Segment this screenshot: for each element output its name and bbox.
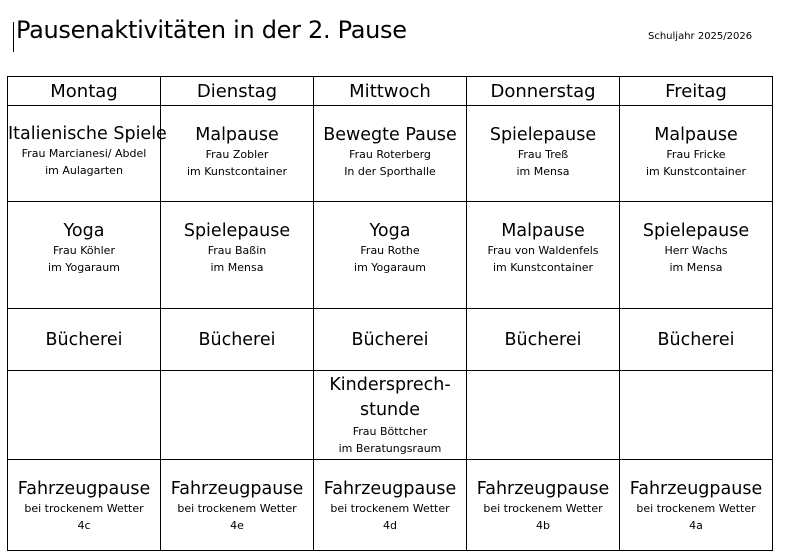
- schedule-cell: [314, 371, 467, 460]
- activity-condition: bei trockenem Wetter: [483, 502, 603, 515]
- table-row: [8, 460, 773, 551]
- schedule-cell-empty: [467, 371, 620, 460]
- activity-name: Fahrzeugpause: [17, 479, 151, 499]
- schedule-cell: [8, 309, 161, 371]
- activity-place: In der Sporthalle: [344, 165, 436, 178]
- activity-person: Frau von Waldenfels: [487, 244, 599, 257]
- schedule-cell-empty: [620, 371, 773, 460]
- activity-person: Frau Fricke: [666, 148, 726, 161]
- activity-name: Fahrzeugpause: [629, 479, 763, 499]
- activity-name: Malpause: [501, 221, 585, 241]
- schedule-cell: [620, 309, 773, 371]
- schedule-cell: [620, 106, 773, 202]
- activity-person: Frau Rothe: [360, 244, 420, 257]
- text-cursor: [13, 22, 14, 52]
- page-title: Pausenaktivitäten in der 2. Pause: [16, 16, 407, 44]
- schedule-cell: [620, 460, 773, 551]
- schedule-cell: [467, 106, 620, 202]
- table-row: [8, 202, 773, 309]
- day-header: Freitag: [620, 77, 773, 106]
- activity-person: Frau Köhler: [53, 244, 115, 257]
- activity-condition: bei trockenem Wetter: [177, 502, 297, 515]
- activity-person: Frau Treß: [517, 148, 569, 161]
- activity-name: Fahrzeugpause: [476, 479, 610, 499]
- activity-name: Kindersprech-stunde: [329, 375, 451, 420]
- activity-place: im Beratungsraum: [338, 442, 442, 455]
- schedule-cell: [314, 309, 467, 371]
- activity-name: Fahrzeugpause: [323, 479, 457, 499]
- activity-condition: bei trockenem Wetter: [636, 502, 756, 515]
- activity-person: Frau Böttcher: [352, 425, 428, 438]
- schedule-cell: [314, 460, 467, 551]
- activity-name: Malpause: [195, 125, 279, 145]
- schedule-cell: [8, 460, 161, 551]
- activity-name: Bücherei: [351, 329, 429, 350]
- activity-name: Bücherei: [45, 329, 123, 350]
- activity-name: Bewegte Pause: [323, 125, 457, 145]
- activity-name: Spielepause: [183, 221, 291, 241]
- activity-place: im Mensa: [210, 261, 264, 274]
- schedule-cell: [8, 106, 167, 202]
- activity-name: Spielepause: [642, 221, 750, 241]
- schedule-cell: [467, 309, 620, 371]
- activity-place: im Mensa: [516, 165, 570, 178]
- activity-name: Yoga: [369, 221, 411, 241]
- activity-class: 4b: [536, 519, 550, 532]
- activity-person: Herr Wachs: [664, 244, 728, 257]
- activity-person: Frau Zobler: [205, 148, 269, 161]
- activity-name: Bücherei: [504, 329, 582, 350]
- activity-place: im Kunstcontainer: [186, 165, 288, 178]
- schedule-table: [7, 76, 773, 551]
- activity-class: 4e: [230, 519, 244, 532]
- header-row: [8, 77, 773, 106]
- activity-place: im Mensa: [669, 261, 723, 274]
- activity-place: im Aulagarten: [45, 164, 123, 177]
- schedule-cell: [467, 460, 620, 551]
- schedule-cell: [8, 202, 161, 309]
- activity-name: Fahrzeugpause: [170, 479, 304, 499]
- activity-condition: bei trockenem Wetter: [330, 502, 450, 515]
- day-header: Dienstag: [161, 77, 314, 106]
- schedule-cell: [161, 106, 314, 202]
- activity-person: Frau Roterberg: [349, 148, 431, 161]
- activity-name: Yoga: [63, 221, 105, 241]
- activity-name: Italienische Spiele: [8, 124, 167, 144]
- day-header: Mittwoch: [314, 77, 467, 106]
- activity-name: Bücherei: [198, 329, 276, 350]
- activity-person: Frau Marcianesi/ Abdel: [21, 147, 147, 160]
- schedule-cell: [467, 202, 620, 309]
- activity-place: im Yogaraum: [48, 261, 120, 274]
- schedule-cell: [161, 202, 314, 309]
- schedule-cell: [161, 309, 314, 371]
- table-row: [8, 106, 773, 202]
- activity-name: Bücherei: [657, 329, 735, 350]
- school-year: Schuljahr 2025/2026: [648, 31, 753, 42]
- table-row: [8, 309, 773, 371]
- activity-person: Frau Baßin: [207, 244, 267, 257]
- schedule-cell-empty: [8, 371, 161, 460]
- day-header: Montag: [8, 77, 161, 106]
- activity-place: im Kunstcontainer: [645, 165, 747, 178]
- schedule-cell: [314, 106, 467, 202]
- schedule-cell-empty: [161, 371, 314, 460]
- schedule-cell: [161, 460, 314, 551]
- day-header: Donnerstag: [467, 77, 620, 106]
- activity-class: 4c: [77, 519, 91, 532]
- schedule-cell: [620, 202, 773, 309]
- activity-place: im Kunstcontainer: [492, 261, 594, 274]
- table-row: [8, 371, 773, 460]
- activity-name: Malpause: [654, 125, 738, 145]
- activity-class: 4d: [383, 519, 397, 532]
- activity-condition: bei trockenem Wetter: [24, 502, 144, 515]
- schedule-cell: [314, 202, 467, 309]
- activity-class: 4a: [689, 519, 703, 532]
- activity-name: Spielepause: [489, 125, 597, 145]
- activity-place: im Yogaraum: [354, 261, 426, 274]
